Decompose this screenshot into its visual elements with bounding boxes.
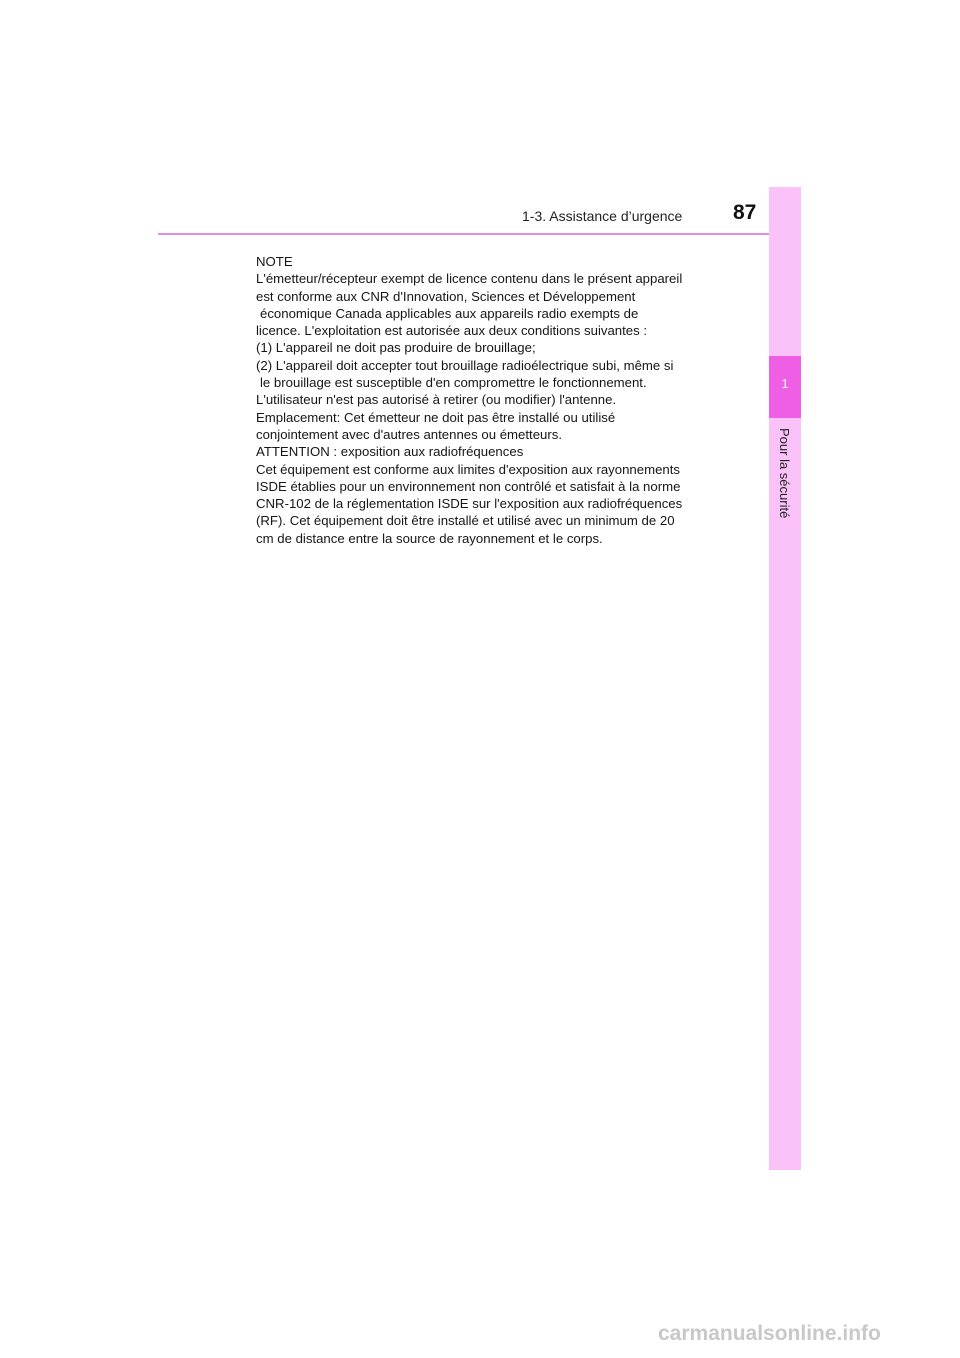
- chapter-number: 1: [781, 376, 789, 391]
- note-heading: NOTE: [256, 254, 293, 269]
- note-line: Emplacement: Cet émetteur ne doit pas être installé ou utilisé: [256, 409, 616, 425]
- note-line: ISDE établies pour un environnement non contrôlé et satisfait à la norme: [256, 478, 681, 494]
- page-number: 87: [733, 201, 757, 224]
- note-line: CNR-102 de la réglementation ISDE sur l'exposition aux radiofréquences: [256, 496, 683, 512]
- section-title: 1-3. Assistance d’urgence: [522, 208, 683, 224]
- note-line: (RF). Cet équipement doit être installé et utilisé avec un minimum de 20: [256, 513, 675, 529]
- note-block: [256, 253, 726, 547]
- note-line: L'utilisateur n'est pas autorisé à retirer (ou modifier) l'antenne.: [256, 392, 617, 408]
- chapter-side-tab: [769, 187, 801, 1170]
- note-line: le brouillage est susceptible d'en compromettre le fonctionnement.: [260, 375, 647, 391]
- note-line: économique Canada applicables aux appareils radio exempts de: [260, 305, 639, 321]
- chapter-label: Pour la sécurité: [777, 428, 792, 519]
- note-line: L'émetteur/récepteur exempt de licence contenu dans le présent appareil: [256, 271, 683, 287]
- note-line: (1) L'appareil ne doit pas produire de brouillage;: [256, 340, 536, 356]
- note-line: Cet équipement est conforme aux limites d'exposition aux rayonnements: [256, 461, 681, 477]
- note-line: conjointement avec d'autres antennes ou émetteurs.: [256, 426, 563, 442]
- note-line: est conforme aux CNR d'Innovation, Sciences et Développement: [256, 288, 636, 304]
- note-line: cm de distance entre la source de rayonnement et le corps.: [256, 530, 603, 546]
- watermark: carmanualsonline.info: [658, 1322, 881, 1345]
- attention-heading: ATTENTION : exposition aux radiofréquences: [256, 444, 524, 460]
- note-line: (2) L'appareil doit accepter tout brouillage radioélectrique subi, même si: [256, 357, 674, 373]
- header-divider: [158, 233, 801, 235]
- note-line: licence. L'exploitation est autorisée aux deux conditions suivantes :: [256, 323, 648, 339]
